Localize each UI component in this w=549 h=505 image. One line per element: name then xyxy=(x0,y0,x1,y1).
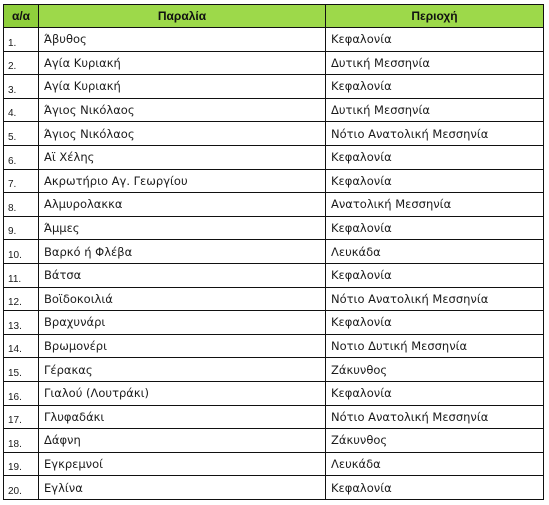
table-row xyxy=(4,145,544,169)
row-index: 3. xyxy=(4,75,39,99)
table-row xyxy=(4,476,544,500)
beach-name: Βαρκό ή Φλέβα xyxy=(39,240,326,264)
header-region: Περιοχή xyxy=(326,5,544,28)
table-row xyxy=(4,381,544,405)
beach-name: Αγία Κυριακή xyxy=(39,75,326,99)
table-row xyxy=(4,98,544,122)
beach-name: Γέρακας xyxy=(39,358,326,382)
row-index: 16. xyxy=(4,381,39,405)
region-name: Νότιο Ανατολική Μεσσηνία xyxy=(326,287,544,311)
region-name: Ανατολική Μεσσηνία xyxy=(326,193,544,217)
table-row xyxy=(4,216,544,240)
table-row xyxy=(4,429,544,453)
table-row xyxy=(4,405,544,429)
beach-name: Εγλίνα xyxy=(39,476,326,500)
beaches-table xyxy=(3,4,544,500)
region-name: Νότιο Ανατολική Μεσσηνία xyxy=(326,405,544,429)
row-index: 12. xyxy=(4,287,39,311)
row-index: 1. xyxy=(4,28,39,52)
region-name: Κεφαλονία xyxy=(326,145,544,169)
beach-name: Άγιος Νικόλαος xyxy=(39,98,326,122)
beach-name: Εγκρεμνοί xyxy=(39,452,326,476)
region-name: Κεφαλονία xyxy=(326,476,544,500)
region-name: Ζάκυνθος xyxy=(326,358,544,382)
beach-name: Γιαλού (Λουτράκι) xyxy=(39,381,326,405)
table-row xyxy=(4,240,544,264)
beach-name: Βοϊδοκοιλιά xyxy=(39,287,326,311)
region-name: Λευκάδα xyxy=(326,452,544,476)
table-body xyxy=(4,28,544,500)
table-row xyxy=(4,51,544,75)
table-row xyxy=(4,193,544,217)
table-row xyxy=(4,452,544,476)
row-index: 2. xyxy=(4,51,39,75)
table-row xyxy=(4,358,544,382)
row-index: 15. xyxy=(4,358,39,382)
region-name: Κεφαλονία xyxy=(326,169,544,193)
beach-name: Βραχυνάρι xyxy=(39,311,326,335)
table-row xyxy=(4,287,544,311)
beach-name: Αλμυρολακκα xyxy=(39,193,326,217)
table-row xyxy=(4,122,544,146)
beach-name: Βάτσα xyxy=(39,263,326,287)
beach-name: Δάφνη xyxy=(39,429,326,453)
region-name: Κεφαλονία xyxy=(326,216,544,240)
region-name: Κεφαλονία xyxy=(326,263,544,287)
row-index: 20. xyxy=(4,476,39,500)
row-index: 14. xyxy=(4,334,39,358)
row-index: 18. xyxy=(4,429,39,453)
beach-name: Αϊ Χέλης xyxy=(39,145,326,169)
table-row xyxy=(4,263,544,287)
region-name: Νότιο Ανατολική Μεσσηνία xyxy=(326,122,544,146)
row-index: 17. xyxy=(4,405,39,429)
region-name: Κεφαλονία xyxy=(326,381,544,405)
row-index: 4. xyxy=(4,98,39,122)
beach-name: Άμμες xyxy=(39,216,326,240)
beach-name: Βρωμονέρι xyxy=(39,334,326,358)
table-row xyxy=(4,75,544,99)
region-name: Δυτική Μεσσηνία xyxy=(326,51,544,75)
region-name: Δυτική Μεσσηνία xyxy=(326,98,544,122)
region-name: Ζάκυνθος xyxy=(326,429,544,453)
beach-name: Γλυφαδάκι xyxy=(39,405,326,429)
region-name: Κεφαλονία xyxy=(326,28,544,52)
row-index: 5. xyxy=(4,122,39,146)
row-index: 7. xyxy=(4,169,39,193)
table-header-row xyxy=(4,5,544,28)
region-name: Κεφαλονία xyxy=(326,311,544,335)
row-index: 8. xyxy=(4,193,39,217)
header-beach: Παραλία xyxy=(39,5,326,28)
beach-name: Άβυθος xyxy=(39,28,326,52)
table-row xyxy=(4,169,544,193)
beach-name: Ακρωτήριο Αγ. Γεωργίου xyxy=(39,169,326,193)
beach-name: Άγιος Νικόλαος xyxy=(39,122,326,146)
row-index: 10. xyxy=(4,240,39,264)
beach-name: Αγία Κυριακή xyxy=(39,51,326,75)
header-index: α/α xyxy=(4,5,39,28)
row-index: 19. xyxy=(4,452,39,476)
region-name: Κεφαλονία xyxy=(326,75,544,99)
row-index: 11. xyxy=(4,263,39,287)
table-row xyxy=(4,334,544,358)
row-index: 13. xyxy=(4,311,39,335)
table-row xyxy=(4,311,544,335)
row-index: 9. xyxy=(4,216,39,240)
table-row xyxy=(4,28,544,52)
region-name: Λευκάδα xyxy=(326,240,544,264)
region-name: Νοτιο Δυτική Μεσσηνία xyxy=(326,334,544,358)
row-index: 6. xyxy=(4,145,39,169)
